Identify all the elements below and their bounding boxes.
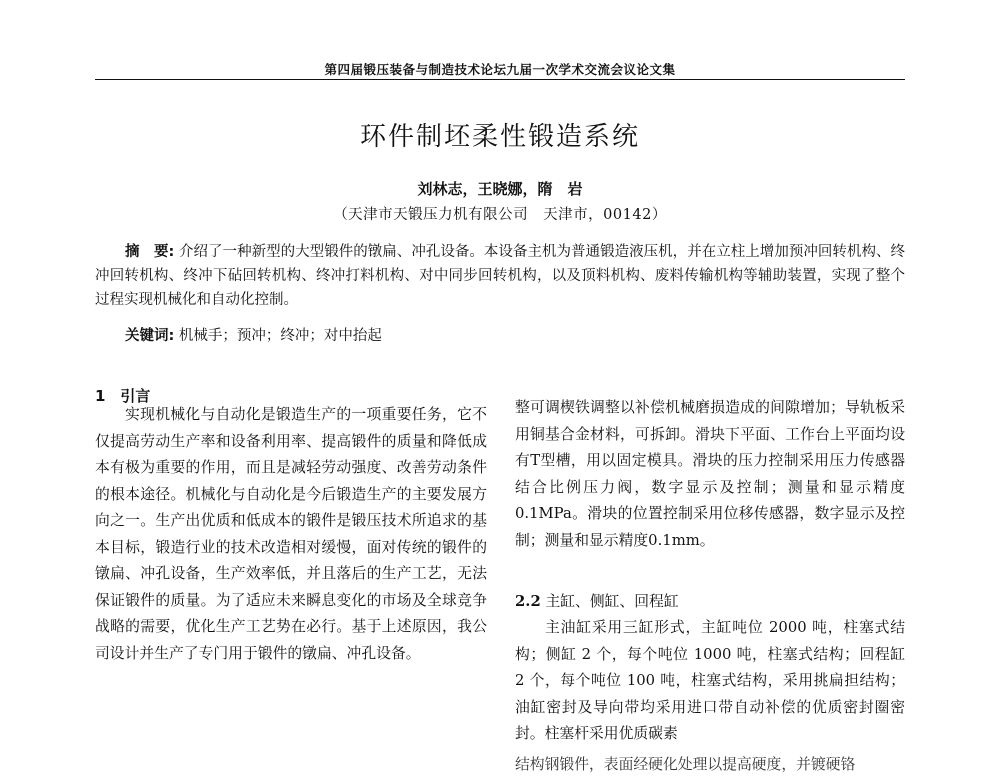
introduction-paragraph: 实现机械化与自动化是锻造生产的一项重要任务，它不仅提高劳动生产率和设备利用率、提高锻件的质量和降低成本有极为重要的作用，而且是减轻劳动强度、改善劳动条件的根本途径。机械化与自动化是今后锻造生产的主要发展方向之一。生产出优质和低成本的锻件是锻压技术所追求的基本目标，锻造行业的技术改造相对缓慢，面对传统的锻件的镦扁、冲孔设备，生产效率低，并且落后的生产工艺，无法保证锻件的质量。为了适应未来瞬息变化的市场及全球竞争战略的需要，优化生产工艺势在必行。基于上述原因，我公司设计并生产了专门用于锻件的镦扁、冲孔设备。 — [95, 406, 487, 662]
subsection-title: 主缸、侧缸、回程缸 — [540, 593, 679, 610]
abstract-text: 介绍了一种新型的大型锻件的镦扁、冲孔设备。本设备主机为普通锻造液压机，并在立柱上增加预冲回转机构、终冲回转机构、终冲下砧回转机构、终冲打料机构、对中同步回转机构，以及顶料机构、废料传输机构等辅助装置，实现了整个过程实现机械化和自动化控制。 — [95, 244, 905, 308]
section-heading-introduction: 1 引言 — [95, 387, 151, 405]
cut-off-text-line — [515, 750, 905, 773]
subsection-heading-cylinders — [515, 590, 679, 611]
abstract-label: 摘 要: — [125, 244, 175, 260]
running-header: 第四届锻压装备与制造技术论坛九届一次学术交流会议论文集 — [324, 62, 676, 77]
right-column-paragraph-2: 主油缸采用三缸形式，主缸吨位 2000 吨，柱塞式结构；侧缸 2 个，每个吨位 1000 吨，柱塞式结构；回程缸 2 个，每个吨位 100 吨，柱塞式结构，采用挑扁担结构；油缸密封及导向带均采用进口带自动补偿的优质密封圈密封。柱塞杆采用优质碳素 — [515, 619, 905, 742]
abstract — [95, 240, 905, 312]
subsection-number: 2.2 — [515, 593, 541, 610]
paper-title: 环件制坯柔性锻造系统 — [359, 122, 640, 152]
cut-off-text: 结构钢锻件，表面经硬化处理以提高硬度，并镀硬铬 — [515, 756, 856, 773]
affiliation: （天津市天锻压力机有限公司 天津市，00142） — [333, 207, 667, 223]
keywords — [125, 324, 905, 348]
keywords-label: 关键词: — [125, 328, 175, 344]
header-rule — [95, 79, 905, 80]
authors: 刘林志，王晓娜，隋 岩 — [417, 180, 583, 198]
right-column-paragraph-1: 整可调楔铁调整以补偿机械磨损造成的间隙增加；导轨板采用铜基合金材料，可拆卸。滑块下平面、工作台上平面均设有T型槽，用以固定模具。滑块的压力控制采用压力传感器结合比例压力阀，数字显示及控制；测量和显示精度0.1MPa。滑块的位置控制采用位移传感器，数字显示及控制；测量和显示精度0.1mm。 — [515, 399, 905, 549]
keywords-text: 机械手；预冲；终冲；对中抬起 — [174, 328, 382, 344]
